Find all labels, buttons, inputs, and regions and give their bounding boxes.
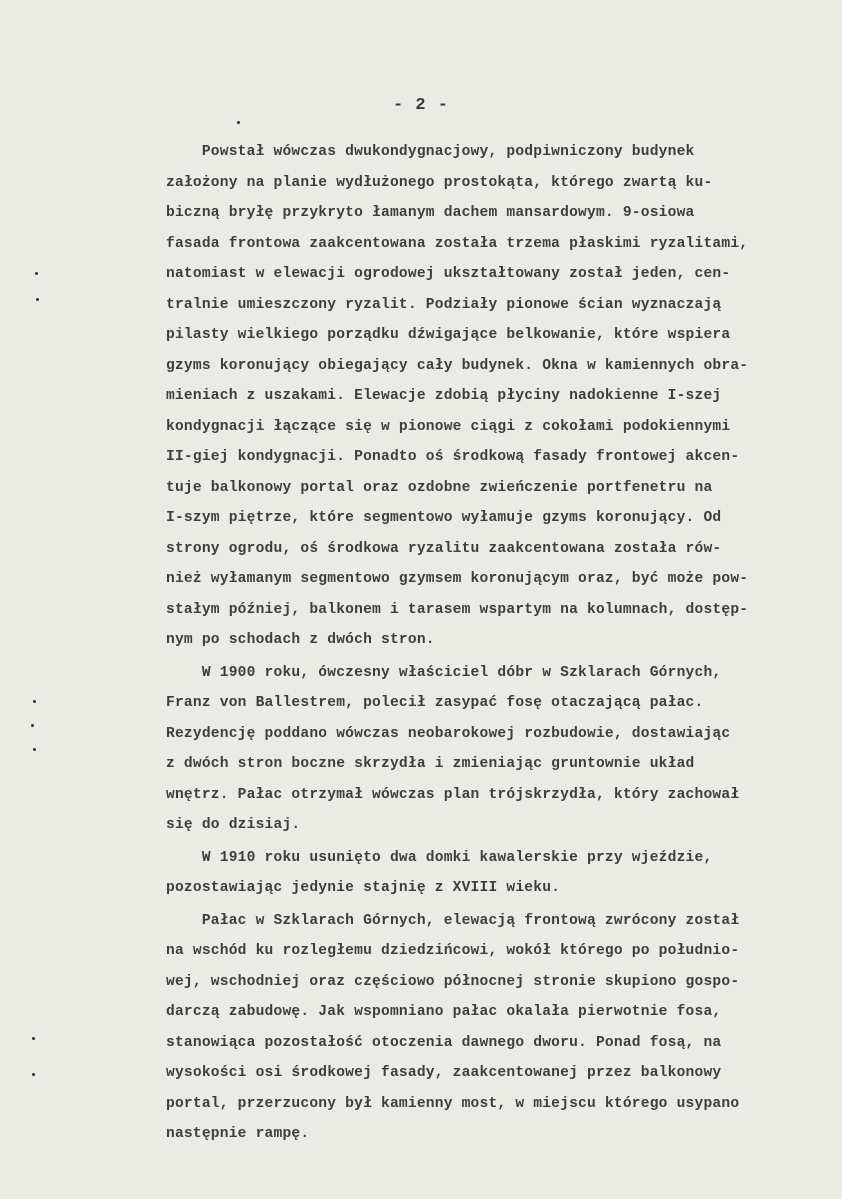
paragraph-4 [166, 906, 838, 1150]
text-line: stanowiąca pozostałość otoczenia dawnego dworu. Ponad fosą, na [166, 1034, 722, 1051]
text-line: mieniach z uszakami. Elewacje zdobią płyciny nadokienne I-szej [166, 388, 722, 404]
text-line: stałym później, balkonem i tarasem wspartym na kolumnach, dostęp- [166, 601, 749, 618]
text-line: nież wyłamanym segmentowo gzymsem koronującym oraz, być może pow- [166, 571, 749, 587]
text-line: wnętrz. Pałac otrzymał wówczas plan trójskrzydła, który zachował [166, 786, 740, 803]
text-line: darczą zabudowę. Jak wspomniano pałac okalała pierwotnie fosa, [166, 1004, 722, 1020]
text-line: wysokości osi środkowej fasady, zaakcentowanej przez balkonowy [166, 1065, 722, 1081]
text-line: założony na planie wydłużonego prostokąta, którego zwartą ku- [166, 174, 713, 191]
scan-speck [32, 1037, 35, 1040]
paragraph-1 [166, 137, 838, 656]
text-line: gzyms koronujący obiegający cały budynek. Okna w kamiennych obra- [166, 357, 749, 374]
text-line: Powstał wówczas dwukondygnacjowy, podpiwniczony budynek [166, 144, 695, 160]
paragraph-2 [166, 658, 838, 841]
text-line: W 1910 roku usunięto dwa domki kawalerskie przy wjeździe, [166, 849, 713, 866]
text-line: II-giej kondygnacji. Ponadto oś środkową fasady frontowej akcen- [166, 449, 740, 465]
scan-speck [31, 724, 34, 727]
scan-speck [35, 272, 38, 275]
scan-speck [36, 298, 39, 301]
text-line: W 1900 roku, ówczesny właściciel dóbr w Szklarach Górnych, [166, 664, 722, 681]
text-line: następnie rampę. [166, 1126, 310, 1142]
page-number: - 2 - [392, 96, 449, 115]
text-line: się do dzisiaj. [166, 817, 301, 833]
text-line: I-szym piętrze, które segmentowo wyłamuje gzyms koronujący. Od [166, 510, 722, 526]
text-line: z dwóch stron boczne skrzydła i zmieniając gruntownie układ [166, 756, 695, 772]
scan-speck [32, 1073, 35, 1076]
text-line: portal, przerzucony był kamienny most, w miejscu którego usypano [166, 1095, 740, 1112]
text-line: tralnie umieszczony ryzalit. Podziały pionowe ścian wyznaczają [166, 296, 722, 313]
text-line: Rezydencję poddano wówczas neobarokowej rozbudowie, dostawiając [166, 725, 731, 742]
scan-speck [33, 700, 36, 703]
text-line: pozostawiając jedynie stajnię z XVIII wieku. [166, 880, 561, 896]
text-line: natomiast w elewacji ogrodowej ukształtowany został jeden, cen- [166, 266, 731, 282]
text-line: wej, wschodniej oraz częściowo północnej stronie skupiono gospo- [166, 973, 740, 990]
paragraph-3 [166, 843, 838, 904]
text-line: Pałac w Szklarach Górnych, elewacją frontową zwrócony został [166, 912, 740, 929]
text-line: fasada frontowa zaakcentowana została trzema płaskimi ryzalitami, [166, 235, 749, 252]
text-line: kondygnacji łączące się w pionowe ciągi z cokołami podokiennymi [166, 418, 731, 435]
text-line: pilasty wielkiego porządku dźwigające belkowanie, które wspiera [166, 327, 731, 343]
text-line: tuje balkonowy portal oraz ozdobne zwieńczenie portfenetru na [166, 479, 713, 496]
text-line: biczną bryłę przykryto łamanym dachem mansardowym. 9-osiowa [166, 205, 695, 221]
body-text [166, 137, 838, 1150]
text-line: strony ogrodu, oś środkowa ryzalitu zaakcentowana została rów- [166, 540, 722, 557]
scan-speck [237, 121, 240, 124]
text-line: Franz von Ballestrem, polecił zasypać fosę otaczającą pałac. [166, 695, 704, 711]
text-line: na wschód ku rozległemu dziedzińcowi, wokół którego po południo- [166, 943, 740, 959]
text-line: nym po schodach z dwóch stron. [166, 632, 435, 648]
scan-speck [33, 748, 36, 751]
